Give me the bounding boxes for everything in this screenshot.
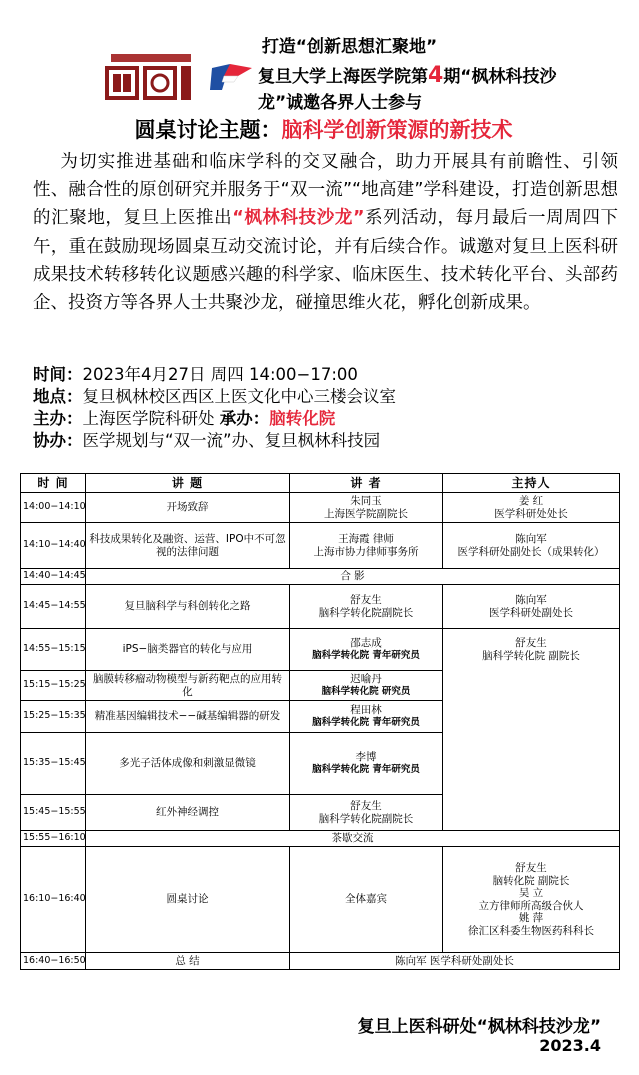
row-time: 15:55−16:10 [21, 831, 86, 847]
row-speaker: 程田林 脑科学转化院 青年研究员 [290, 701, 443, 733]
row-speaker: 舒友生 脑科学转化院副院长 [290, 585, 443, 629]
row-time: 15:35−15:45 [21, 733, 86, 795]
header-speaker: 讲 者 [290, 474, 443, 493]
row-time: 14:45−14:55 [21, 585, 86, 629]
info-place: 地点：复旦枫林校区西区上医文化中心三楼会议室 [33, 387, 396, 406]
row-full: 合 影 [86, 569, 620, 585]
row-host: 陈向军 医学科研处副处长 [443, 585, 620, 629]
footer-org: 复旦上医科研处“枫林科技沙龙” [357, 1017, 601, 1037]
row-host-merged: 舒友生 脑科学转化院 副院长 [443, 629, 620, 831]
schedule-table [20, 473, 620, 970]
row-topic: iPS−脑类器官的转化与应用 [86, 629, 290, 671]
row-speaker: 朱同玉 上海医学院副院长 [290, 493, 443, 523]
row-topic: 复旦脑科学与科创转化之路 [86, 585, 290, 629]
row-topic: 精准基因编辑技术−−碱基编辑器的研发 [86, 701, 290, 733]
row-time: 15:25−15:35 [21, 701, 86, 733]
row-host: 舒友生 脑转化院 副院长 吴 立 立方律师所高级合伙人 姚 萍 徐汇区科委生物医药科科长 [443, 847, 620, 953]
row-host: 陈向军 医学科研处副处长（成果转化） [443, 523, 620, 569]
row-speaker: 迟喻丹 脑科学转化院 研究员 [290, 671, 443, 701]
row-speaker: 邵志成 脑科学转化院 青年研究员 [290, 629, 443, 671]
header-host: 主持人 [443, 474, 620, 493]
table-row [21, 847, 620, 953]
event-title-line1: 复旦大学上海医学院第4期“枫林科技沙 [258, 63, 557, 88]
row-time: 14:40−14:45 [21, 569, 86, 585]
topic-heading: 圆桌讨论主题：脑科学创新策源的新技术 [134, 118, 513, 142]
header-time: 时 间 [21, 474, 86, 493]
row-topic: 总 结 [86, 953, 290, 970]
intro-paragraph: 为切实推进基础和临床学科的交叉融合，助力开展具有前瞻性、引领性、融合性的原创研究并服务于“双一流”“地高建”学科建设，打造创新思想的汇聚地，复旦上医推出“枫林科技沙龙”系列活动，每月最后一周周四下午，重在鼓励现场圆桌互动交流讨论，并有后续合作。诚邀对复旦上医科研成果技术转移转化议题感兴趣的科学家、临床医生、技术转化平台、头部药企、投资方等各界人士共聚沙龙，碰撞思维火花，孵化创新成果。 [33, 152, 618, 314]
fudan-medical-logo [103, 52, 195, 104]
row-topic: 科技成果转化及融资、运营、IPO中不可忽视的法律问题 [86, 523, 290, 569]
row-topic: 圆桌讨论 [86, 847, 290, 953]
table-row [21, 493, 620, 523]
info-host: 主办：上海医学院科研处 承办：脑转化院 [33, 409, 336, 428]
row-time: 16:40−16:50 [21, 953, 86, 970]
info-assist: 协办：医学规划与“双一流”办、复旦枫林科技园 [33, 431, 381, 450]
row-time: 14:10−14:40 [21, 523, 86, 569]
row-time: 15:15−15:25 [21, 671, 86, 701]
table-row [21, 953, 620, 970]
row-speaker: 王海霞 律师 上海市协力律师事务所 [290, 523, 443, 569]
row-time: 15:45−15:55 [21, 795, 86, 831]
header-topic: 讲 题 [86, 474, 290, 493]
row-time: 14:55−15:15 [21, 629, 86, 671]
row-topic: 脑膜转移瘤动物模型与新药靶点的应用转化 [86, 671, 290, 701]
row-host: 姜 红 医学科研处处长 [443, 493, 620, 523]
footer-date: 2023.4 [539, 1036, 601, 1055]
row-topic: 红外神经调控 [86, 795, 290, 831]
table-row [21, 569, 620, 585]
table-row [21, 585, 620, 629]
event-title-line2: 龙”诚邀各界人士参与 [258, 93, 423, 113]
slogan: 打造“创新思想汇聚地” [261, 37, 438, 57]
row-time: 14:00−14:10 [21, 493, 86, 523]
fudan-flag-icon [208, 62, 254, 92]
row-span: 陈向军 医学科研处副处长 [290, 953, 620, 970]
row-time: 16:10−16:40 [21, 847, 86, 953]
row-speaker: 舒友生 脑科学转化院副院长 [290, 795, 443, 831]
row-topic: 多光子活体成像和刺激显微镜 [86, 733, 290, 795]
info-time: 时间：2023年4月27日 周四 14:00−17:00 [33, 365, 358, 384]
row-topic: 开场致辞 [86, 493, 290, 523]
table-row [21, 523, 620, 569]
row-full: 茶歇交流 [86, 831, 620, 847]
row-speaker: 全体嘉宾 [290, 847, 443, 953]
table-header-row [21, 474, 620, 493]
row-speaker: 李博 脑科学转化院 青年研究员 [290, 733, 443, 795]
table-row [21, 831, 620, 847]
table-row [21, 629, 620, 671]
